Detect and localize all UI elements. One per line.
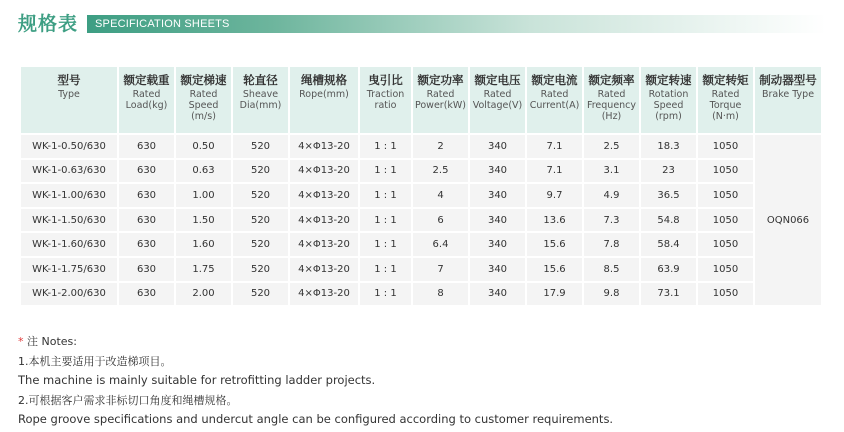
- table-cell: 340: [470, 233, 525, 256]
- table-cell: 6: [413, 209, 468, 232]
- column-header: [290, 67, 358, 133]
- table-cell: 3.1: [584, 160, 639, 183]
- table-cell: 630: [119, 209, 174, 232]
- column-header-en: Traction ratio: [366, 89, 405, 111]
- table-cell: 1.00: [176, 184, 231, 207]
- table-cell: WK-1-0.50/630: [21, 135, 117, 158]
- column-header-cn: 额定梯速: [180, 73, 227, 87]
- table-cell: 1 : 1: [360, 160, 411, 183]
- note-2-cn: 2.可根据客户需求非标切口角度和绳槽规格。: [18, 393, 238, 407]
- table-cell: 7.1: [527, 135, 582, 158]
- column-header: [233, 67, 288, 133]
- table-cell: 6.4: [413, 233, 468, 256]
- table-cell: 17.9: [527, 283, 582, 306]
- table-row: [21, 184, 821, 207]
- table-cell: 1050: [698, 258, 753, 281]
- table-cell: 340: [470, 135, 525, 158]
- note-star: *: [18, 335, 24, 348]
- table-cell: 340: [470, 258, 525, 281]
- section-title-bar: [87, 15, 826, 33]
- table-cell: 630: [119, 184, 174, 207]
- notes-heading: [18, 332, 613, 352]
- note-2-en: Rope groove specifications and undercut angle can be configured according to customer requirements.: [18, 412, 614, 426]
- table-cell: 1050: [698, 209, 753, 232]
- column-header-cn: 额定电流: [531, 73, 578, 87]
- column-header-cn: 轮直径: [243, 73, 278, 87]
- column-header: [584, 67, 639, 133]
- table-cell: 8: [413, 283, 468, 306]
- table-cell: 1050: [698, 184, 753, 207]
- column-header-en: Rated Speed (m/s): [188, 89, 219, 122]
- column-header: [527, 67, 582, 133]
- column-header-en: Rope(mm): [299, 89, 349, 100]
- table-cell: 18.3: [641, 135, 696, 158]
- table-cell: 630: [119, 258, 174, 281]
- table-cell: 520: [233, 184, 288, 207]
- table-cell: 520: [233, 209, 288, 232]
- column-header-cn: 额定功率: [417, 73, 464, 87]
- specification-table: [19, 65, 823, 307]
- table-cell: 2: [413, 135, 468, 158]
- table-cell: WK-1-1.60/630: [21, 233, 117, 256]
- table-cell: 23: [641, 160, 696, 183]
- column-header-en: Rated Frequency (Hz): [586, 89, 637, 122]
- table-cell: 1 : 1: [360, 283, 411, 306]
- table-cell: 1.50: [176, 209, 231, 232]
- table-cell: 0.63: [176, 160, 231, 183]
- table-cell: 2.5: [413, 160, 468, 183]
- note-1-en: The machine is mainly suitable for retrofitting ladder projects.: [18, 373, 376, 387]
- table-cell: 4×Φ13-20: [290, 160, 358, 183]
- table-cell: 54.8: [641, 209, 696, 232]
- table-cell: 7.8: [584, 233, 639, 256]
- table-row: [21, 233, 821, 256]
- table-cell: 1 : 1: [360, 258, 411, 281]
- column-header-en: Type: [58, 89, 80, 100]
- table-cell: 4×Φ13-20: [290, 209, 358, 232]
- table-cell: 520: [233, 233, 288, 256]
- column-header-cn: 曳引比: [368, 73, 403, 87]
- table-cell: 520: [233, 160, 288, 183]
- section-header: [18, 10, 826, 38]
- table-cell: 630: [119, 233, 174, 256]
- column-header-cn: 额定载重: [123, 73, 170, 87]
- section-title-en: SPECIFICATION SHEETS: [95, 18, 230, 30]
- table-cell: 15.6: [527, 258, 582, 281]
- table-cell: 13.6: [527, 209, 582, 232]
- table-cell: 1050: [698, 283, 753, 306]
- section-title-cn: 规格表: [18, 13, 79, 35]
- column-header-cn: 绳槽规格: [301, 73, 347, 87]
- column-header-en: Rotation Speed (rpm): [648, 89, 689, 122]
- column-header-cn: 额定频率: [588, 73, 635, 87]
- table-row: [21, 258, 821, 281]
- table-cell: 630: [119, 283, 174, 306]
- table-cell: 1 : 1: [360, 184, 411, 207]
- table-row: [21, 135, 821, 158]
- table-cell: 8.5: [584, 258, 639, 281]
- column-header-en: Rated Power(kW): [414, 89, 467, 111]
- table-cell: 340: [470, 160, 525, 183]
- notes-section: [18, 332, 613, 430]
- table-cell: 4×Φ13-20: [290, 184, 358, 207]
- table-cell: 630: [119, 160, 174, 183]
- column-header-en: Rated Current(A): [529, 89, 580, 111]
- table-row: [21, 160, 821, 183]
- table-cell: WK-1-0.63/630: [21, 160, 117, 183]
- column-header: [755, 67, 821, 133]
- table-cell: 4: [413, 184, 468, 207]
- table-cell: 4×Φ13-20: [290, 258, 358, 281]
- table-cell: 9.8: [584, 283, 639, 306]
- table-cell: 2.00: [176, 283, 231, 306]
- table-cell: 520: [233, 258, 288, 281]
- table-cell: 520: [233, 135, 288, 158]
- table-cell: 1 : 1: [360, 209, 411, 232]
- column-header: [176, 67, 231, 133]
- table-cell: WK-1-1.75/630: [21, 258, 117, 281]
- column-header-en: Rated Torque (N·m): [709, 89, 742, 122]
- table-cell: 1.60: [176, 233, 231, 256]
- column-header-en: Brake Type: [761, 89, 815, 100]
- brake-type-cell: OQN066: [755, 135, 821, 305]
- table-cell: 73.1: [641, 283, 696, 306]
- column-header-cn: 额定转速: [645, 73, 692, 87]
- table-cell: 630: [119, 135, 174, 158]
- table-cell: 2.5: [584, 135, 639, 158]
- table-cell: 7.3: [584, 209, 639, 232]
- table-cell: 7: [413, 258, 468, 281]
- table-cell: 63.9: [641, 258, 696, 281]
- table-cell: 9.7: [527, 184, 582, 207]
- column-header: [119, 67, 174, 133]
- table-header-row: [21, 67, 821, 133]
- table-body: [21, 135, 821, 305]
- table-cell: 58.4: [641, 233, 696, 256]
- column-header-en: Rated Voltage(V): [472, 89, 523, 111]
- column-header-cn: 制动器型号: [759, 73, 817, 87]
- table-cell: 4×Φ13-20: [290, 233, 358, 256]
- column-header: [413, 67, 468, 133]
- table-cell: 7.1: [527, 160, 582, 183]
- table-cell: 340: [470, 283, 525, 306]
- table-cell: 36.5: [641, 184, 696, 207]
- table-cell: 0.50: [176, 135, 231, 158]
- table-cell: WK-1-1.50/630: [21, 209, 117, 232]
- note-1-cn: 1.本机主要适用于改造梯项目。: [18, 354, 172, 368]
- table-row: [21, 209, 821, 232]
- column-header: [470, 67, 525, 133]
- table-cell: 4×Φ13-20: [290, 283, 358, 306]
- table-cell: WK-1-1.00/630: [21, 184, 117, 207]
- table-cell: WK-1-2.00/630: [21, 283, 117, 306]
- column-header: [360, 67, 411, 133]
- table-cell: 1 : 1: [360, 135, 411, 158]
- column-header-cn: 额定电压: [474, 73, 521, 87]
- table-row: [21, 283, 821, 306]
- column-header: [641, 67, 696, 133]
- column-header-en: Sheave Dia(mm): [239, 89, 282, 111]
- column-header-en: Rated Load(kg): [125, 89, 168, 111]
- column-header: [698, 67, 753, 133]
- table-cell: 15.6: [527, 233, 582, 256]
- table-cell: 1 : 1: [360, 233, 411, 256]
- table-cell: 4×Φ13-20: [290, 135, 358, 158]
- column-header-cn: 型号: [57, 73, 81, 87]
- table-cell: 340: [470, 184, 525, 207]
- table-cell: 340: [470, 209, 525, 232]
- table-cell: 1050: [698, 233, 753, 256]
- table-cell: 1.75: [176, 258, 231, 281]
- table-cell: 1050: [698, 160, 753, 183]
- table-cell: 1050: [698, 135, 753, 158]
- table-cell: 4.9: [584, 184, 639, 207]
- table-cell: 520: [233, 283, 288, 306]
- column-header: [21, 67, 117, 133]
- notes-heading-text: 注 Notes:: [27, 335, 77, 348]
- column-header-cn: 额定转矩: [702, 73, 749, 87]
